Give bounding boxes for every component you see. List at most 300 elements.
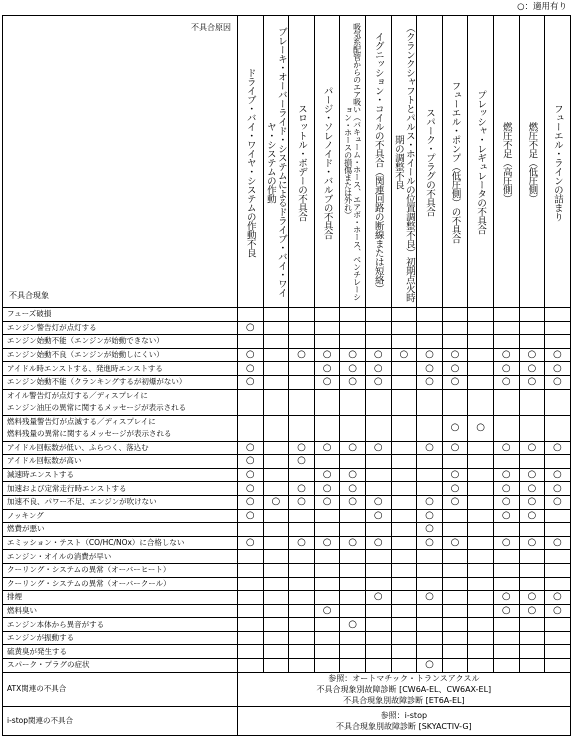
- applicability-cell: [545, 441, 571, 455]
- cause-column-header: [493, 16, 519, 308]
- applicability-cell: [391, 321, 417, 335]
- applicability-cell: [519, 631, 545, 645]
- applicability-cell: [238, 631, 264, 645]
- symptom-label: エミッション・テスト（CO/HC/NOx）に合格しない: [3, 536, 238, 550]
- applicability-cell: [391, 604, 417, 618]
- applicable-mark: ○: [245, 469, 255, 481]
- symptom-row: [3, 550, 571, 564]
- applicability-cell: [340, 389, 366, 415]
- applicability-cell: [289, 550, 315, 564]
- cause-column-header: [417, 16, 443, 308]
- applicability-cell: [238, 618, 264, 632]
- applicability-cell: [442, 348, 468, 362]
- applicability-cell: [238, 523, 264, 537]
- applicability-cell: [289, 468, 315, 482]
- applicability-cell: [493, 563, 519, 577]
- applicability-cell: [468, 550, 494, 564]
- applicability-cell: [519, 389, 545, 415]
- applicability-cell: [314, 415, 340, 441]
- symptom-label: スパーク・プラグの症状: [3, 659, 238, 673]
- applicability-cell: [391, 645, 417, 659]
- applicability-cell: [365, 495, 391, 509]
- applicability-cell: [289, 631, 315, 645]
- applicable-mark: ○: [322, 376, 332, 388]
- applicability-cell: [263, 321, 289, 335]
- symptom-row: [3, 482, 571, 496]
- applicable-mark: ○: [245, 362, 255, 374]
- applicable-mark: ○: [527, 537, 537, 549]
- applicability-cell: [289, 321, 315, 335]
- applicability-cell: [263, 308, 289, 322]
- applicability-cell: [519, 335, 545, 349]
- cause-column-label: ドライブ・バイ・ワイヤ・システムの作動不良: [244, 67, 256, 257]
- cause-column-header: [238, 16, 264, 308]
- applicable-mark: ○: [501, 496, 511, 508]
- applicable-mark: ○: [373, 537, 383, 549]
- applicability-cell: [468, 577, 494, 591]
- applicability-cell: [263, 441, 289, 455]
- applicability-cell: [314, 645, 340, 659]
- symptom-row: [3, 645, 571, 659]
- applicability-cell: [442, 604, 468, 618]
- reference-line: 参照：i-stop: [380, 710, 428, 720]
- applicability-cell: [417, 335, 443, 349]
- applicable-mark: ○: [245, 349, 255, 361]
- applicability-cell: [417, 659, 443, 673]
- applicability-cell: [289, 375, 315, 389]
- symptom-rows: [3, 308, 571, 736]
- applicability-cell: [238, 308, 264, 322]
- applicability-cell: [519, 523, 545, 537]
- applicability-cell: [417, 631, 443, 645]
- applicability-cell: [365, 550, 391, 564]
- applicability-cell: [468, 441, 494, 455]
- applicable-mark: ○: [245, 496, 255, 508]
- applicability-cell: [519, 495, 545, 509]
- applicability-cell: [365, 348, 391, 362]
- applicability-cell: [340, 618, 366, 632]
- applicable-mark: ○: [450, 349, 460, 361]
- symptom-row: [3, 523, 571, 537]
- applicable-mark: ○: [527, 362, 537, 374]
- symptom-label: エンジン本体から異音がする: [3, 618, 238, 632]
- applicability-cell: [340, 482, 366, 496]
- applicability-cell: [391, 389, 417, 415]
- applicability-cell: [545, 362, 571, 376]
- applicability-cell: [238, 550, 264, 564]
- applicability-cell: [263, 415, 289, 441]
- cause-column-label: フューエル・ポンプ（低圧側）の不具合: [449, 81, 461, 243]
- applicable-mark: ○: [553, 469, 562, 481]
- applicability-cell: [238, 348, 264, 362]
- applicable-mark: ○: [553, 496, 562, 508]
- applicable-mark: ○: [348, 618, 358, 630]
- applicability-cell: [519, 563, 545, 577]
- applicability-cell: [238, 659, 264, 673]
- applicability-cell: [314, 577, 340, 591]
- applicability-cell: [468, 482, 494, 496]
- applicability-cell: [391, 536, 417, 550]
- applicable-mark: ○: [373, 362, 383, 374]
- applicability-cell: [391, 618, 417, 632]
- applicable-mark: ○: [501, 376, 511, 388]
- applicability-cell: [417, 604, 443, 618]
- applicability-cell: [263, 536, 289, 550]
- applicability-cell: [545, 523, 571, 537]
- applicability-cell: [365, 389, 391, 415]
- symptom-row: [3, 308, 571, 322]
- applicability-cell: [289, 482, 315, 496]
- symptom-row: [3, 375, 571, 389]
- applicability-cell: [417, 563, 443, 577]
- applicability-cell: [545, 468, 571, 482]
- applicability-cell: [314, 659, 340, 673]
- applicability-cell: [263, 550, 289, 564]
- applicability-cell: [545, 659, 571, 673]
- applicability-cell: [238, 482, 264, 496]
- applicability-cell: [417, 415, 443, 441]
- diagnosis-table: [2, 15, 571, 736]
- symptom-label: アイドル時エンストする、発進時エンストする: [3, 362, 238, 376]
- applicable-mark: ○: [425, 441, 434, 453]
- applicability-cell: [365, 415, 391, 441]
- applicability-cell: [493, 308, 519, 322]
- applicability-cell: [391, 441, 417, 455]
- applicability-cell: [545, 550, 571, 564]
- applicability-cell: [238, 389, 264, 415]
- applicability-cell: [493, 455, 519, 469]
- applicability-cell: [263, 348, 289, 362]
- applicability-cell: [519, 455, 545, 469]
- applicability-cell: [314, 321, 340, 335]
- applicability-cell: [340, 441, 366, 455]
- applicability-cell: [365, 321, 391, 335]
- applicability-cell: [493, 536, 519, 550]
- applicable-mark: ○: [348, 362, 358, 374]
- applicability-cell: [519, 509, 545, 523]
- applicability-cell: [468, 604, 494, 618]
- symptom-label: アイドル回転数が高い: [3, 455, 238, 469]
- applicability-cell: [263, 563, 289, 577]
- reference-line: 参照：オートマチック・トランスアクスル: [328, 673, 480, 683]
- applicability-cell: [493, 577, 519, 591]
- applicability-cell: [468, 509, 494, 523]
- applicability-cell: [365, 577, 391, 591]
- applicability-cell: [493, 604, 519, 618]
- applicability-cell: [442, 321, 468, 335]
- applicability-cell: [468, 321, 494, 335]
- symptom-label: エンジンが振動する: [3, 631, 238, 645]
- applicability-cell: [519, 618, 545, 632]
- applicable-mark: ○: [501, 362, 511, 374]
- cause-column-label: プレッシャ・レギュレータの不具合: [475, 90, 487, 234]
- applicability-cell: [314, 536, 340, 550]
- applicability-cell: [468, 375, 494, 389]
- applicability-cell: [391, 659, 417, 673]
- symptom-label: 排煙: [3, 591, 238, 605]
- symptom-row: [3, 509, 571, 523]
- applicability-cell: [442, 362, 468, 376]
- applicability-cell: [289, 415, 315, 441]
- cause-column-header: [468, 16, 494, 308]
- applicability-cell: [340, 321, 366, 335]
- applicability-cell: [365, 659, 391, 673]
- cause-column-label: 燃圧不足（高圧側）: [500, 121, 512, 203]
- applicable-mark: ○: [245, 537, 255, 549]
- applicability-cell: [519, 308, 545, 322]
- symptom-row: [3, 362, 571, 376]
- applicability-cell: [545, 604, 571, 618]
- applicable-mark: ○: [501, 469, 511, 481]
- applicability-cell: [545, 455, 571, 469]
- applicability-cell: [365, 335, 391, 349]
- applicable-mark: ○: [245, 376, 255, 388]
- applicability-cell: [442, 645, 468, 659]
- applicability-cell: [442, 536, 468, 550]
- legend: ○：適用有り: [517, 2, 567, 12]
- applicable-mark: ○: [348, 349, 358, 361]
- applicable-mark: ○: [297, 496, 306, 508]
- applicability-cell: [238, 415, 264, 441]
- symptom-row: [3, 591, 571, 605]
- applicable-mark: ○: [527, 591, 537, 603]
- applicability-cell: [289, 509, 315, 523]
- applicable-mark: ○: [348, 376, 358, 388]
- applicability-cell: [545, 536, 571, 550]
- applicability-cell: [519, 415, 545, 441]
- applicability-cell: [391, 468, 417, 482]
- applicable-mark: ○: [348, 441, 358, 453]
- applicability-cell: [442, 631, 468, 645]
- applicability-cell: [314, 482, 340, 496]
- applicable-mark: ○: [322, 441, 332, 453]
- applicability-cell: [493, 631, 519, 645]
- applicability-cell: [314, 631, 340, 645]
- applicability-cell: [493, 618, 519, 632]
- applicability-cell: [340, 308, 366, 322]
- applicable-mark: ○: [322, 362, 332, 374]
- applicability-cell: [340, 375, 366, 389]
- applicability-cell: [340, 577, 366, 591]
- applicability-cell: [289, 389, 315, 415]
- cause-column-header: [365, 16, 391, 308]
- applicability-cell: [391, 308, 417, 322]
- reference-row: [3, 672, 571, 706]
- applicability-cell: [314, 618, 340, 632]
- symptom-label: 加速および定常走行時エンストする: [3, 482, 238, 496]
- symptom-row: [3, 659, 571, 673]
- applicable-mark: ○: [553, 441, 562, 453]
- symptom-row: [3, 321, 571, 335]
- applicability-cell: [493, 348, 519, 362]
- applicable-mark: ○: [297, 441, 306, 453]
- applicability-cell: [493, 415, 519, 441]
- applicability-cell: [442, 415, 468, 441]
- applicability-cell: [519, 591, 545, 605]
- applicability-cell: [545, 618, 571, 632]
- applicability-cell: [263, 631, 289, 645]
- applicability-cell: [340, 362, 366, 376]
- applicability-cell: [340, 495, 366, 509]
- applicability-cell: [263, 591, 289, 605]
- applicability-cell: [391, 495, 417, 509]
- applicability-cell: [314, 389, 340, 415]
- applicability-cell: [545, 645, 571, 659]
- applicable-mark: ○: [553, 537, 562, 549]
- applicability-cell: [442, 550, 468, 564]
- applicability-cell: [289, 495, 315, 509]
- applicability-cell: [263, 335, 289, 349]
- applicability-cell: [289, 591, 315, 605]
- applicability-cell: [442, 335, 468, 349]
- applicable-mark: ○: [322, 469, 332, 481]
- applicability-cell: [493, 375, 519, 389]
- applicable-mark: ○: [425, 349, 434, 361]
- applicability-cell: [314, 348, 340, 362]
- applicable-mark: ○: [373, 591, 383, 603]
- symptom-label: 不具合現象: [9, 291, 49, 300]
- applicability-cell: [468, 468, 494, 482]
- applicability-cell: [314, 335, 340, 349]
- applicable-mark: ○: [527, 604, 537, 616]
- applicability-cell: [519, 659, 545, 673]
- applicability-cell: [365, 441, 391, 455]
- applicability-cell: [442, 389, 468, 415]
- applicable-mark: ○: [425, 509, 434, 521]
- applicability-cell: [263, 389, 289, 415]
- applicability-cell: [289, 335, 315, 349]
- applicability-cell: [417, 495, 443, 509]
- applicable-mark: ○: [245, 321, 255, 333]
- applicability-cell: [493, 509, 519, 523]
- applicability-cell: [340, 604, 366, 618]
- reference-line: 不具合現象別故障診断 [CW6A-EL、CW6AX-EL]: [316, 684, 492, 694]
- applicability-cell: [340, 536, 366, 550]
- applicability-cell: [238, 455, 264, 469]
- applicability-cell: [417, 536, 443, 550]
- applicability-cell: [289, 362, 315, 376]
- cause-column-label: 燃圧不足（低圧側）: [526, 121, 538, 203]
- applicability-cell: [238, 509, 264, 523]
- applicability-cell: [340, 468, 366, 482]
- symptom-label: エンジン警告灯が点灯する: [3, 321, 238, 335]
- applicability-cell: [391, 482, 417, 496]
- applicability-cell: [468, 618, 494, 632]
- applicable-mark: ○: [297, 455, 306, 467]
- applicable-mark: ○: [245, 509, 255, 521]
- applicability-cell: [468, 335, 494, 349]
- applicability-cell: [545, 335, 571, 349]
- applicability-cell: [391, 631, 417, 645]
- applicability-cell: [442, 308, 468, 322]
- applicable-mark: ○: [399, 349, 409, 361]
- applicable-mark: ○: [425, 659, 434, 671]
- applicable-mark: ○: [553, 376, 562, 388]
- applicable-mark: ○: [527, 469, 537, 481]
- applicable-mark: ○: [322, 537, 332, 549]
- applicability-cell: [391, 375, 417, 389]
- applicability-cell: [417, 389, 443, 415]
- applicability-cell: [365, 375, 391, 389]
- applicability-cell: [545, 308, 571, 322]
- applicability-cell: [442, 659, 468, 673]
- applicability-cell: [545, 495, 571, 509]
- symptom-label: エンジン始動不能（クランキングするが初爆がない）: [3, 375, 238, 389]
- reference-line: 不具合現象別故障診断 [SKYACTIV-G]: [336, 721, 472, 731]
- applicable-mark: ○: [425, 376, 434, 388]
- applicability-cell: [417, 375, 443, 389]
- applicability-cell: [391, 523, 417, 537]
- applicability-cell: [417, 509, 443, 523]
- applicability-cell: [493, 495, 519, 509]
- symptom-label: 燃料臭い: [3, 604, 238, 618]
- cause-column-label: （クランクシャフトとパルス・ホイールの位置調整不良）初期点火時期の調整不良: [392, 22, 415, 302]
- reference-line: 不具合現象別故障診断 [ET6A-EL]: [343, 695, 465, 705]
- applicability-cell: [545, 375, 571, 389]
- applicable-mark: ○: [322, 349, 332, 361]
- cause-column-header: [340, 16, 366, 308]
- applicable-mark: ○: [501, 604, 511, 616]
- applicability-cell: [289, 659, 315, 673]
- applicability-cell: [314, 455, 340, 469]
- applicability-cell: [365, 645, 391, 659]
- applicable-mark: ○: [373, 509, 383, 521]
- symptom-row: [3, 577, 571, 591]
- symptom-row: [3, 495, 571, 509]
- reference-text: [238, 706, 571, 735]
- cause-column-header: [391, 16, 417, 308]
- reference-label: ATX関連の不具合: [3, 672, 238, 706]
- applicability-cell: [545, 482, 571, 496]
- reference-row: [3, 706, 571, 735]
- applicability-cell: [417, 550, 443, 564]
- applicability-cell: [442, 482, 468, 496]
- applicability-cell: [365, 308, 391, 322]
- applicable-mark: ○: [297, 537, 306, 549]
- applicability-cell: [417, 645, 443, 659]
- symptom-row: [3, 441, 571, 455]
- symptom-label: 燃料残量警告灯が点滅する／ディスプレイに 燃料残量の異常に関するメッセージが表示される: [3, 415, 238, 441]
- reference-label: i-stop関連の不具合: [3, 706, 238, 735]
- applicability-cell: [365, 591, 391, 605]
- applicable-mark: ○: [373, 349, 383, 361]
- applicable-mark: ○: [527, 349, 537, 361]
- applicability-cell: [314, 362, 340, 376]
- applicable-mark: ○: [297, 349, 306, 361]
- applicability-cell: [238, 577, 264, 591]
- applicability-cell: [263, 604, 289, 618]
- applicability-cell: [314, 495, 340, 509]
- applicability-cell: [238, 563, 264, 577]
- applicability-cell: [468, 362, 494, 376]
- applicable-mark: ○: [501, 509, 511, 521]
- applicability-cell: [263, 495, 289, 509]
- applicability-cell: [340, 550, 366, 564]
- applicability-cell: [442, 441, 468, 455]
- applicability-cell: [468, 563, 494, 577]
- applicable-mark: ○: [348, 537, 358, 549]
- applicable-mark: ○: [373, 441, 383, 453]
- applicability-cell: [493, 362, 519, 376]
- applicability-cell: [238, 645, 264, 659]
- applicable-mark: ○: [425, 496, 434, 508]
- applicable-mark: ○: [450, 441, 460, 453]
- applicability-cell: [289, 523, 315, 537]
- applicability-cell: [314, 523, 340, 537]
- symptom-label: エンジン始動不能（エンジンが始動できない）: [3, 335, 238, 349]
- applicability-cell: [519, 482, 545, 496]
- applicability-cell: [238, 536, 264, 550]
